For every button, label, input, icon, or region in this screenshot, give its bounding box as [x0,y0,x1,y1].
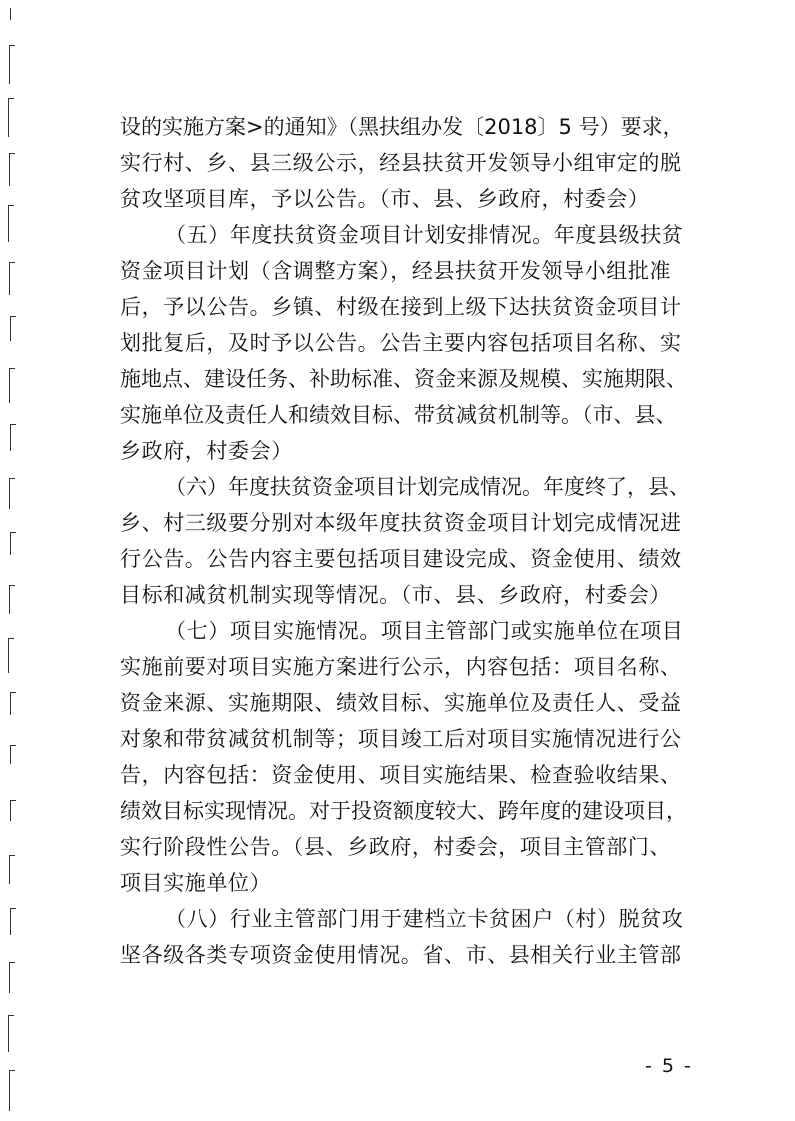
binding-mark [10,692,16,715]
text-line: 行公告。公告内容主要包括项目建设完成、资金使用、绩效 [120,547,682,571]
text-line: 告，内容包括：资金使用、项目实施结果、检查验收结果、 [120,763,682,787]
text-line: （五）年度扶贫资金项目计划安排情况。年度县级扶贫 [165,223,684,247]
binding-mark [9,45,15,84]
binding-mark [10,424,16,451]
text-line: （七）项目实施情况。项目主管部门或实施单位在项目 [165,619,684,643]
binding-mark [10,532,16,555]
binding-mark [10,908,16,935]
text-line: 设的实施方案>的通知》（黑扶组办发〔2018〕5 号）要求， [120,115,684,139]
text-line: （八）行业主管部门用于建档立卡贫困户（村）脱贫攻 [165,907,684,931]
text-line: 资金项目计划（含调整方案），经县扶贫开发领导小组批准 [120,259,672,283]
text-line: （六）年度扶贫资金项目计划完成情况。年度终了，县、 [165,475,690,499]
text-line: 资金来源、实施期限、绩效目标、实施单位及责任人、受益 [120,691,682,715]
binding-mark [9,478,15,509]
text-line: 后，予以公告。乡镇、村级在接到上级下达扶贫资金项目计 [120,295,682,319]
binding-mark [8,638,14,673]
text-line: 坚各级各类专项资金使用情况。省、市、县相关行业主管部 [120,943,682,967]
text-line: 施地点、建设任务、补助标准、资金来源及规模、实施期限、 [120,367,687,391]
binding-mark [8,98,14,137]
text-line: 贫攻坚项目库，予以公告。（市、县、乡政府，村委会） [120,187,650,211]
binding-mark [9,153,15,186]
text-line: 乡、村三级要分别对本级年度扶贫资金项目计划完成情况进 [120,511,682,535]
binding-mark [10,800,16,821]
text-line: 绩效目标实现情况。对于投资额度较大、跨年度的建设项目， [120,799,687,823]
binding-mark [10,316,16,341]
binding-mark [9,368,15,403]
binding-mark [9,262,15,295]
binding-mark [8,1015,14,1052]
binding-mark [10,745,16,764]
binding-mark [8,205,14,242]
binding-mark [9,1070,15,1111]
binding-mark [9,962,15,993]
page-number: - 5 - [645,1055,693,1077]
text-line: 目标和减贫机制实现等情况。（市、县、乡政府，村委会） [120,583,672,607]
text-line: 实行阶段性公告。（县、乡政府，村委会，项目主管部门、 [120,835,672,859]
binding-mark [10,8,16,20]
binding-edge-marks [0,0,40,1121]
binding-mark [9,855,15,884]
text-line: 实施单位及责任人和绩效目标、带贫减贫机制等。（市、县、 [120,403,677,427]
text-line: 项目实施单位） [120,871,272,895]
text-line: 实行村、乡、县三级公示，经县扶贫开发领导小组审定的脱 [120,151,682,175]
text-line: 对象和带贫减贫机制等；项目竣工后对项目实施情况进行公 [120,727,682,751]
text-line: 实施前要对项目实施方案进行公示，内容包括：项目名称、 [120,655,682,679]
text-line: 划批复后，及时予以公告。公告主要内容包括项目名称、实 [120,331,682,355]
text-line: 乡政府，村委会） [120,439,293,463]
binding-mark [9,585,15,614]
